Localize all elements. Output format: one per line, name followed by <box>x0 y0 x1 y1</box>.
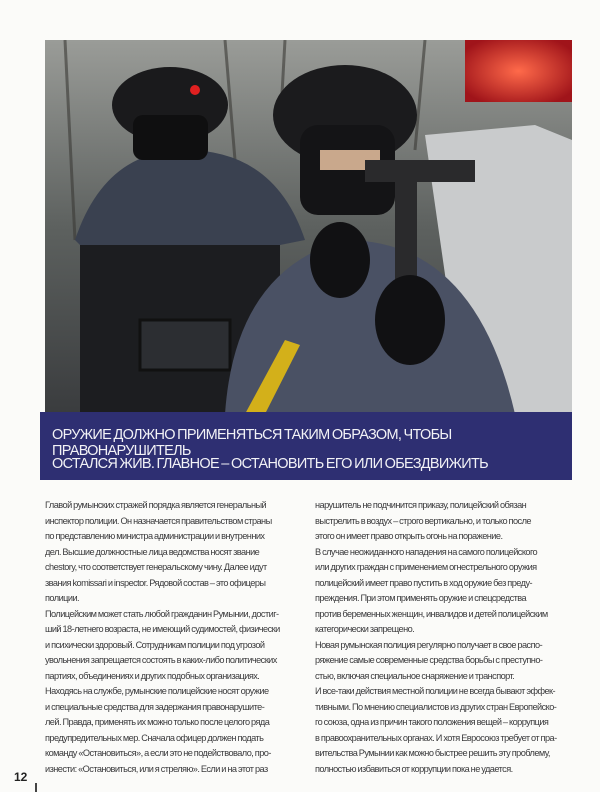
text-line: категорически запрещено. <box>315 624 415 634</box>
text-line: полиции. <box>45 593 80 603</box>
text-line: партиях, объединениях и других подобных организациях. <box>45 670 260 681</box>
text-line: В случае неожиданного нападения на самого полицейского <box>315 546 538 557</box>
text-line: стью, включая специальное снаряжение и транспорт. <box>315 670 515 681</box>
text-line: Новая румынская полиция регулярно получает в свое распо- <box>315 639 543 650</box>
text-line: полностью избавиться от коррупции пока не удается. <box>315 763 513 774</box>
article-column-right <box>315 498 573 777</box>
text-line: этого он имеет право открыть огонь на поражение. <box>315 531 503 541</box>
text-line: Полицейским может стать любой гражданин Румынии, достиг- <box>45 608 279 619</box>
text-line: выстрелить в воздух – строго вертикально, и только после <box>315 515 531 526</box>
article-column-left <box>45 498 303 777</box>
text-line: дел. Высшие должностные лица ведомства носят звание <box>45 546 260 557</box>
text-line: увольнения запрещается состоять в каких-либо политических <box>45 655 277 665</box>
text-line: преждения. При этом применять оружие и спецсредства <box>315 593 527 603</box>
pull-quote-line-1: ОРУЖИЕ ДОЛЖНО ПРИМЕНЯТЬСЯ ТАКИМ ОБРАЗОМ, ЧТОБЫ ПРАВОНАРУШИТЕЛЬ <box>52 427 452 459</box>
text-line: И все-таки действия местной полиции не всегда бывают эффек- <box>315 686 556 696</box>
text-line: Главой румынских стражей порядка является генеральный <box>45 500 267 510</box>
text-line: лей. Правда, применять их можно только после целого ряда <box>45 717 270 727</box>
text-line: команду «Остановиться», а если это не подействовало, про- <box>45 748 271 758</box>
text-line: и специальные средства для задержания правонарушите- <box>45 701 265 712</box>
text-line: ший 18-летнего возраста, не имеющий судимостей, физически <box>45 624 280 634</box>
pull-quote-line-2: ОСТАЛСЯ ЖИВ. ГЛАВНОЕ – ОСТАНОВИТЬ ЕГО ИЛИ ОБЕЗДВИЖИТЬ <box>52 456 488 472</box>
text-line: го союза, одна из причин такого положения вещей – коррупция <box>315 717 549 727</box>
text-line: и психически здоровый. Сотрудникам полиции под угрозой <box>45 639 265 650</box>
text-line: chestory, что соответствует генеральскому чину. Далее идут <box>45 562 267 572</box>
pull-quote-banner <box>40 412 572 480</box>
text-line: против беременных женщин, инвалидов и детей полицейским <box>315 608 548 619</box>
text-line: Находясь на службе, румынские полицейские носят оружие <box>45 686 269 696</box>
text-line: ряжение самые современные средства борьбы с преступно- <box>315 655 543 665</box>
text-line: предупредительных мер. Сначала офицер должен подать <box>45 732 264 743</box>
page-number: 12 <box>14 770 28 784</box>
article-photo <box>45 40 572 414</box>
text-line: звания komissari и inspector. Рядовой состав – это офицеры <box>45 577 266 588</box>
text-line: инспектор полиции. Он назначается правительством страны <box>45 515 272 526</box>
text-line: изнести: «Остановиться, или я стреляю». Если и на этот раз <box>45 763 268 774</box>
text-line: вительства Румынии как можно быстрее решить эту проблему, <box>315 748 550 758</box>
text-line: нарушитель не подчинится приказу, полицейский обязан <box>315 500 527 510</box>
text-line: тивными. По мнению специалистов из других стран Европейско- <box>315 701 557 712</box>
text-line: в правоохранительных органах. И хотя Евросоюз требует от пра- <box>315 732 557 743</box>
text-line: полицейский имеет право пустить в ход оружие без преду- <box>315 577 532 588</box>
page-marker-divider <box>35 783 37 792</box>
text-line: по представлению министра администрации и внутренних <box>45 531 265 541</box>
text-line: или других граждан с применением огнестрельного оружия <box>315 562 537 572</box>
